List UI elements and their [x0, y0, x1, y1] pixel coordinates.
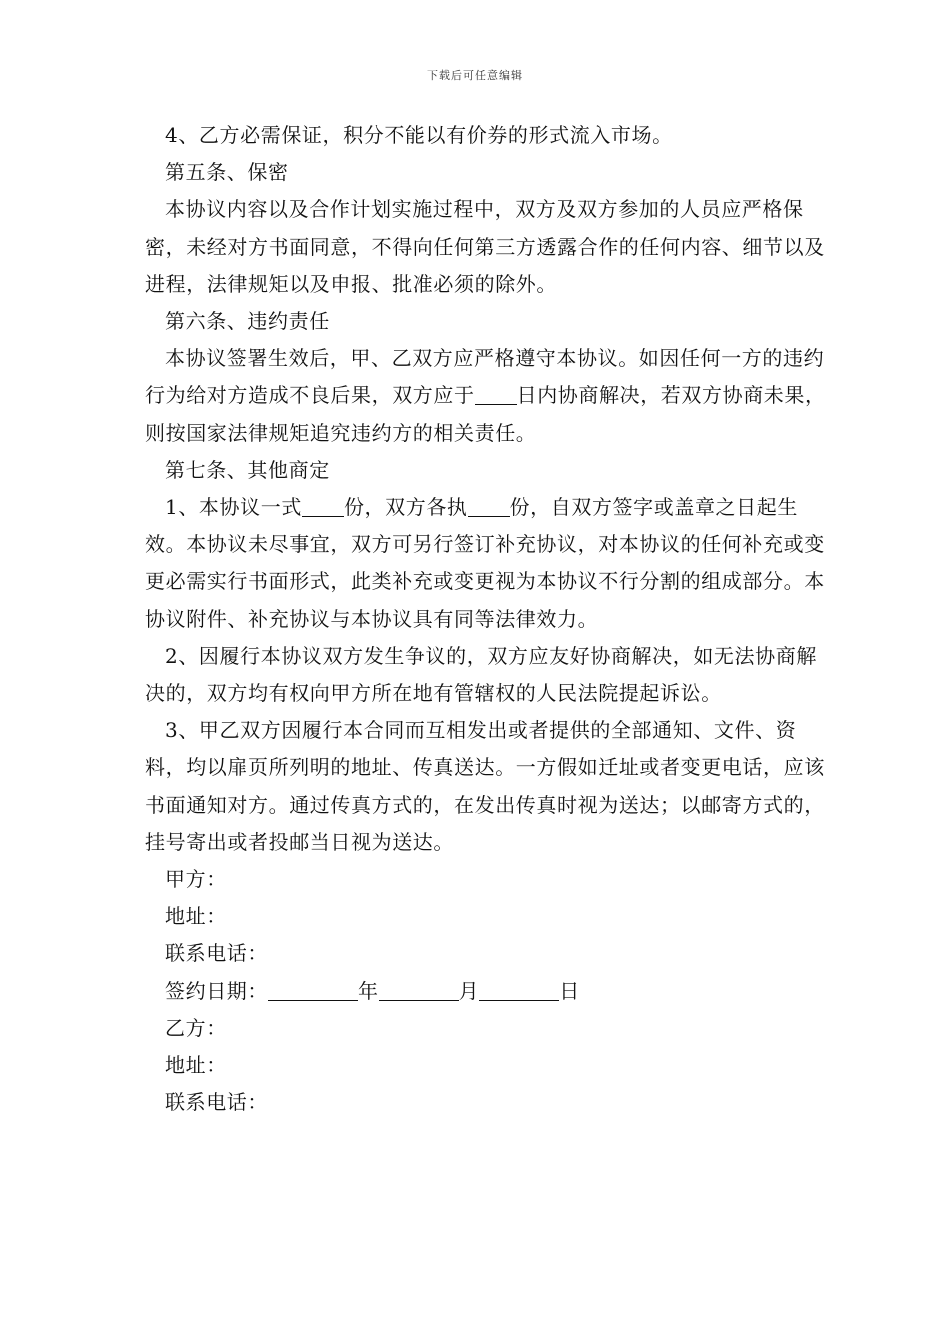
party-a-label: 甲方：	[165, 867, 227, 892]
day-blank	[479, 980, 559, 1001]
confidentiality-paragraph: 本协议内容以及合作计划实施过程中，双方及双方参加的人员应严格保密，未经对方书面同意，不得向任何第三方透露合作的任何内容、细节以及进程，法律规矩以及申报、批准必须的除外。	[145, 197, 825, 296]
year-label: 年	[358, 978, 379, 1003]
party-b-label: 乙方：	[165, 1015, 227, 1040]
signing-date-label: 签约日期：	[165, 978, 268, 1003]
party-a-phone-label: 联系电话：	[165, 941, 268, 966]
copies-text-c: 份，自双方签字或盖章之日起生效。本协议未尽事宜，双方可另行签订补充协议，对本协议的任何补充或变更必需实行书面形式，此类补充或变更视为本协议不行分割的组成部分。本协议附件、补充协议与本协议具有同等法律效力。	[145, 495, 825, 631]
copies-text-b: 份，双方各执	[343, 495, 468, 520]
copies-total-blank	[302, 496, 344, 517]
clause-4-paragraph: 4、乙方必需保证，积分不能以有价券的形式流入市场。	[165, 123, 673, 147]
copies-text-a: 1、本协议一式	[165, 495, 302, 520]
signing-date-line	[145, 973, 835, 1010]
year-blank	[268, 980, 358, 1001]
breach-text-a: 本协议签署生效后，甲、乙双方应严格遵守本协议。如因任何一方的违约行为给对方造成不良后果，双方应于	[145, 346, 825, 408]
copies-each-blank	[468, 496, 510, 517]
dispute-paragraph: 2、因履行本协议双方发生争议的，双方应友好协商解决，如无法协商解决的，双方均有权向甲方所在地有管辖权的人民法院提起诉讼。	[145, 643, 817, 706]
month-label: 月	[458, 978, 480, 1003]
party-b-phone-label: 联系电话：	[165, 1090, 268, 1115]
party-a-address-label: 地址：	[165, 904, 227, 929]
party-b-address-label: 地址：	[165, 1053, 227, 1078]
days-blank	[475, 384, 517, 405]
copies-paragraph	[145, 489, 835, 638]
day-label: 日	[559, 978, 580, 1003]
article-7-heading: 第七条、其他商定	[165, 457, 330, 482]
breach-text-b: 日内协商解决，若双方协商未果，则按国家法律规矩追究违约方的相关责任。	[145, 383, 826, 445]
month-blank	[379, 980, 459, 1001]
document-body	[145, 117, 835, 1121]
notice-paragraph: 3、甲乙双方因履行本合同而互相发出或者提供的全部通知、文件、资料，均以扉页所列明的地址、传真送达。一方假如迁址或者变更电话，应该书面通知对方。通过传真方式的，在发出传真时视为送达；以邮寄方式的，挂号寄出或者投邮当日视为送达。	[145, 718, 825, 854]
article-6-heading: 第六条、违约责任	[165, 309, 330, 334]
page-header: 下载后可任意编辑	[427, 69, 523, 82]
article-5-heading: 第五条、保密	[165, 160, 289, 185]
breach-liability-paragraph	[145, 340, 835, 452]
